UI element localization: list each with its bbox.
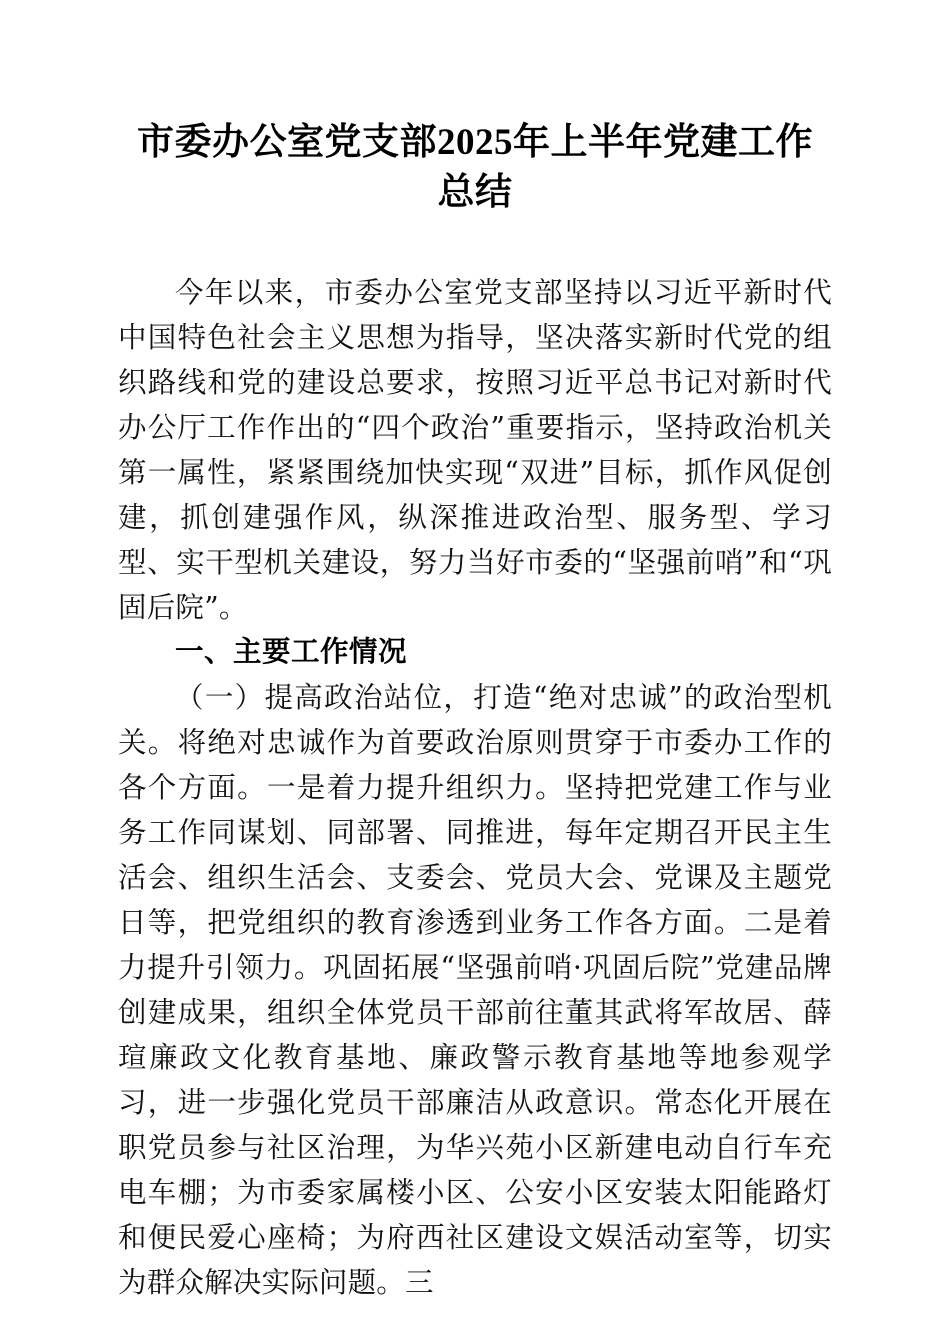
paragraph-intro: 今年以来，市委办公室党支部坚持以习近平新时代中国特色社会主义思想为指导，坚决落实新时代党的组织路线和党的建设总要求，按照习近平总书记对新时代办公厅工作作出的“四个政治”重要指示，坚持政治机关第一属性，紧紧围绕加快实现“双进”目标，抓作风促创建，抓创建强作风，纵深推进政治型、服务型、学习型、实干型机关建设，努力当好市委的“坚强前哨”和“巩固后院”。 <box>118 276 832 624</box>
paragraph-subsection-political-stance: （一）提高政治站位，打造“绝对忠诚”的政治型机关。将绝对忠诚作为首要政治原则贯穿于市委办工作的各个方面。一是着力提升组织力。坚持把党建工作与业务工作同谋划、同部署、同推进，每年定期召开民主生活会、组织生活会、支委会、党员大会、党课及主题党日等，把党组织的教育渗透到业务工作各方面。二是着力提升引领力。巩固拓展“坚强前哨·巩固后院”党建品牌创建成果，组织全体党员干部前往董其武将军故居、薛瑄廉政文化教育基地、廉政警示教育基地等地参观学习，进一步强化党员干部廉洁从政意识。常态化开展在职党员参与社区治理，为华兴苑小区新建电动自行车充电车棚；为市委家属楼小区、公安小区安装太阳能路灯和便民爱心座椅；为府西社区建设文娱活动室等，切实为群众解决实际问题。三 <box>118 681 832 1299</box>
document-body <box>118 118 832 1305</box>
page-title: 市委办公室党支部2025年上半年党建工作总结 <box>137 122 813 213</box>
title-spacer <box>118 218 832 270</box>
section-heading-main-work: 一、主要工作情况 <box>175 636 408 668</box>
